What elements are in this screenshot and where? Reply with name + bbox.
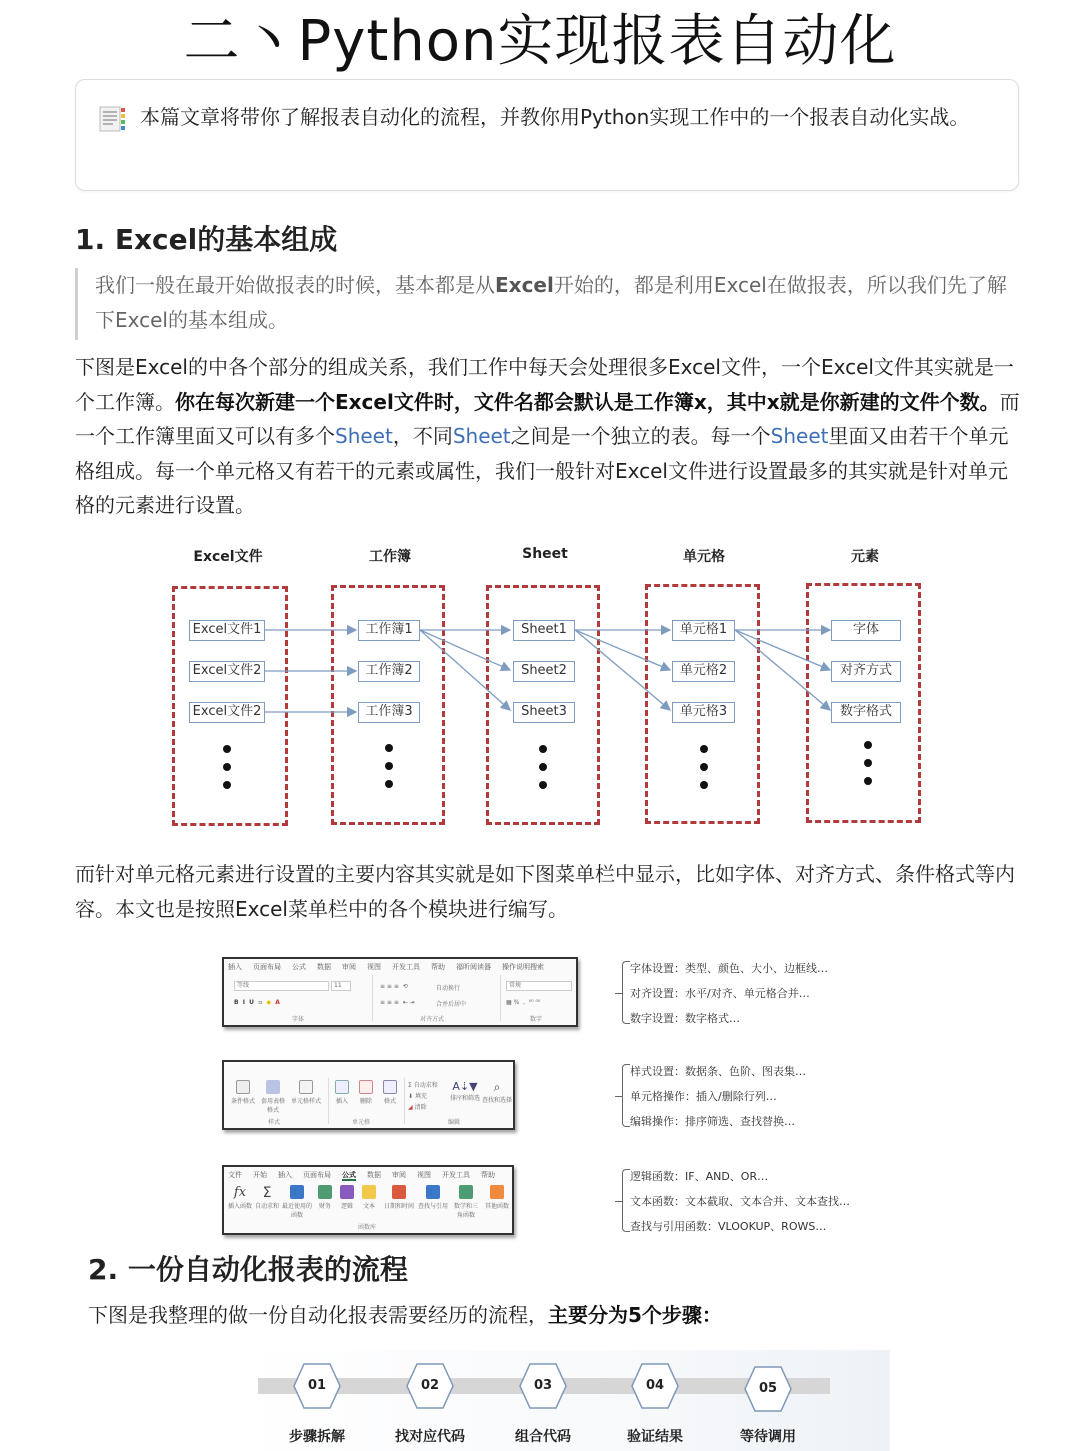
diagram-box: 单元格2 (672, 661, 735, 682)
divider (500, 975, 501, 1021)
logical-button: 逻辑 (338, 1185, 356, 1210)
recent-functions-button: 最近使用的函数 (282, 1185, 312, 1219)
note-item: 样式设置：数据条、色阶、图表集… (630, 1065, 806, 1078)
sort-filter-button: A⇣▼ 排序和筛选 (450, 1080, 481, 1102)
brace-icon (622, 1169, 630, 1232)
find-select-button: ⌕ 查找和选择 (482, 1080, 513, 1104)
intro-callout (75, 79, 1019, 191)
math-trig-button: 数学和三角函数 (452, 1185, 480, 1219)
diagram-box: 单元格1 (672, 620, 735, 641)
more-functions-button: 其他函数 (484, 1185, 510, 1210)
ribbon-tab: 开发工具 (392, 963, 420, 971)
excel-structure-diagram (160, 540, 940, 840)
ribbon-tab: 帮助 (481, 1171, 495, 1179)
fill-button: ⬇ 填充 (408, 1093, 427, 1100)
diagram-box: Sheet1 (513, 620, 575, 641)
ellipsis-dots-icon (700, 745, 710, 799)
ribbon-tab: 开始 (253, 1171, 267, 1179)
diagram-box: 工作簿2 (358, 661, 420, 682)
ribbon-notes-1 (622, 955, 922, 1030)
note-item: 单元格操作：插入/删除行列… (630, 1090, 777, 1103)
format-as-table-button: 套用表格格式 (259, 1080, 287, 1114)
number-format-icons: ▦ % , ⁰⁰ ⁰⁰ (506, 999, 541, 1006)
column-header: Sheet (522, 546, 568, 562)
ribbon-group-label: 函数库 (358, 1224, 377, 1231)
ribbon-tab: 审阅 (342, 963, 356, 971)
number-format-field: 常规 (506, 981, 572, 991)
step-label: 步骤拆解 (289, 1429, 345, 1445)
ribbon-styles-cells-editing (222, 1060, 515, 1130)
paragraph-menu-intro: 而针对单元格元素进行设置的主要内容其实就是如下图菜单栏中显示，比如字体、对齐方式、条件格式等内容。本文也是按照Excel菜单栏中的各个模块进行编写。 (75, 862, 1015, 921)
align-icons: ≡ ≡ ≡ ⇤ ⇥ (380, 999, 415, 1006)
font-size-field: 11 (331, 981, 351, 991)
ribbon-tab: 审阅 (392, 1171, 406, 1179)
step-hexagon (630, 1362, 680, 1410)
blockquote (75, 268, 1025, 340)
divider (372, 975, 373, 1021)
cell-styles-button: 单元格样式 (289, 1080, 323, 1105)
step-number: 01 (307, 1378, 327, 1393)
text: ，不同 (392, 424, 453, 448)
step-label: 等待调用 (740, 1429, 796, 1445)
diagram-box: Excel文件2 (189, 702, 265, 723)
quote-text: 我们一般在最开始做报表的时候，基本都是从 (95, 273, 495, 297)
ellipsis-dots-icon (539, 745, 549, 799)
text: 而一个工作簿里面又可以有多个 (75, 389, 1020, 448)
diagram-box: 工作簿1 (358, 620, 420, 641)
ribbon-tab: 视图 (417, 1171, 431, 1179)
ribbon-tab: 帮助 (431, 963, 445, 971)
ribbon-tab: 操作说明搜索 (502, 963, 544, 971)
ribbon-group-label: 编辑 (448, 1119, 461, 1126)
step-hexagon (518, 1362, 568, 1410)
quote-bold: Excel (495, 273, 554, 297)
ribbon-tab: 插入 (228, 963, 242, 971)
brace-icon (622, 1064, 630, 1127)
diagram-box: 数字格式 (831, 702, 901, 723)
ribbon-tabs (224, 959, 576, 975)
insert-function-button: fx 插入函数 (228, 1185, 253, 1210)
ribbon-tab: 页面布局 (303, 1171, 331, 1179)
note-item: 编辑操作：排序筛选、查找替换… (630, 1115, 795, 1128)
ribbon-group-label: 数字 (530, 1016, 543, 1023)
bold-text: 主要分为5个步骤： (548, 1303, 722, 1327)
font-name-field: 等线 (234, 981, 329, 991)
note-item: 数字设置：数字格式… (630, 1012, 740, 1025)
paragraph-excel-structure (75, 350, 1020, 523)
divider (404, 1078, 405, 1124)
ribbon-notes-2 (622, 1058, 922, 1133)
bold-text: 你在每次新建一个Excel文件时，文件名都会默认是工作簿x，其中x就是你新建的文件个数。 (175, 389, 1000, 414)
ellipsis-dots-icon (223, 745, 233, 799)
clear-button: ◢ 清除 (408, 1104, 427, 1111)
text: 下图是Excel的中各个部分的组成关系，我们工作中每天会处理很多Excel文件，一个Excel文件其实就是一个工作簿。 (75, 355, 1014, 414)
diagram-box: Excel文件1 (189, 620, 265, 641)
text: 下图是我整理的做一份自动化报表需要经历的流程， (88, 1303, 548, 1327)
step-number: 02 (420, 1378, 440, 1393)
note-item: 逻辑函数：IF、AND、OR… (630, 1170, 769, 1183)
column-header: 元素 (851, 549, 879, 565)
ribbon-tab: 开发工具 (442, 1171, 470, 1179)
ribbon-group-label: 对齐方式 (420, 1016, 445, 1023)
diagram-box: 单元格3 (672, 702, 735, 723)
quote-text: 开始的，都是利用Excel在做报表，所以我们先了解下Excel的基本组成。 (95, 273, 1007, 332)
ribbon-tab: 公式 (292, 963, 306, 971)
insert-cells-button: 插入 (332, 1080, 352, 1105)
ellipsis-dots-icon (864, 741, 874, 795)
notepad-icon (98, 104, 128, 134)
note-item: 对齐设置：水平/对齐、单元格合并… (630, 987, 810, 1000)
ribbon-formulas (222, 1165, 514, 1235)
highlight-sheet: Sheet (452, 424, 511, 448)
ribbon-tab: 福昕阅读器 (456, 963, 491, 971)
note-item: 查找与引用函数：VLOOKUP、ROWS… (630, 1220, 827, 1233)
align-icons: ≡ ≡ ≡ ⟲ (380, 983, 408, 990)
step-label: 找对应代码 (395, 1429, 465, 1445)
ribbon-home-font-align-number (222, 957, 578, 1027)
step-hexagon (292, 1362, 342, 1410)
diagram-box: Sheet2 (513, 661, 575, 682)
ribbon-group-label: 样式 (268, 1119, 281, 1126)
process-steps (240, 1350, 890, 1451)
wrap-text-label: 自动换行 (436, 985, 461, 992)
ribbon-tab: 页面布局 (253, 963, 281, 971)
ribbon-notes-3 (622, 1163, 922, 1238)
text: 之间是一个独立的表。每一个 (510, 424, 771, 448)
text-button: 文本 (360, 1185, 378, 1210)
bold-italic-underline-icons: B I U ▫ ◆ A (234, 999, 280, 1006)
page-title: 二丶Python实现报表自动化 (183, 9, 897, 74)
ellipsis-dots-icon (385, 744, 395, 798)
ribbon-tab: 数据 (367, 1171, 381, 1179)
step-number: 05 (758, 1381, 778, 1396)
step-label: 验证结果 (627, 1429, 683, 1445)
column-header: 工作簿 (369, 549, 411, 565)
brace-icon (622, 961, 630, 1024)
step-hexagon (743, 1365, 793, 1413)
autosum-button: Σ 自动求和 (408, 1082, 438, 1089)
step-label: 组合代码 (515, 1429, 571, 1445)
connector-arrows (160, 540, 940, 840)
column-header: Excel文件 (193, 549, 263, 565)
ribbon-tabs (224, 1167, 512, 1183)
note-item: 字体设置：类型、颜色、大小、边框线… (630, 962, 828, 975)
ribbon-tab: 插入 (278, 1171, 292, 1179)
step-hexagon (405, 1362, 455, 1410)
step-number: 04 (645, 1378, 665, 1393)
column-header: 单元格 (683, 549, 725, 565)
ribbon-tab: 文件 (228, 1171, 242, 1179)
diagram-box: 对齐方式 (831, 661, 901, 682)
ribbon-tab: 数据 (317, 963, 331, 971)
intro-text: 本篇文章将带你了解报表自动化的流程，并教你用Python实现工作中的一个报表自动化实战。 (140, 105, 970, 129)
section-heading-report-flow: 2. 一份自动化报表的流程 (88, 1253, 408, 1286)
financial-button: 财务 (316, 1185, 334, 1210)
ribbon-group-label: 字体 (292, 1016, 305, 1023)
date-time-button: 日期和时间 (382, 1185, 416, 1210)
autosum-button: Σ 自动求和 (254, 1185, 279, 1210)
paragraph-flow-intro (88, 1298, 1033, 1333)
diagram-box: Excel文件2 (189, 661, 265, 682)
diagram-box: 字体 (831, 620, 901, 641)
highlight-sheet: Sheet (335, 424, 393, 448)
divider (328, 1078, 329, 1124)
ribbon-tab: 视图 (367, 963, 381, 971)
lookup-reference-button: 查找与引用 (418, 1185, 448, 1210)
diagram-box: 工作簿3 (358, 702, 420, 723)
text: 里面又由若干个单元格组成。每一个单元格又有若干的元素或属性，我们一般针对Excel文件进行设置最多的其实就是针对单元格的元素进行设置。 (75, 424, 1009, 517)
ribbon-tab-active: 公式 (342, 1171, 356, 1179)
merge-center-label: 合并后居中 (436, 1001, 467, 1008)
diagram-box: Sheet3 (513, 702, 575, 723)
note-item: 文本函数：文本截取、文本合并、文本查找… (630, 1195, 850, 1208)
conditional-format-button: 条件格式 (229, 1080, 257, 1105)
step-number: 03 (533, 1378, 553, 1393)
format-cells-button: 格式 (380, 1080, 400, 1105)
ribbon-group-label: 单元格 (352, 1119, 371, 1126)
delete-cells-button: 删除 (356, 1080, 376, 1105)
highlight-sheet: Sheet (770, 424, 829, 448)
section-heading-excel-basics: 1. Excel的基本组成 (75, 223, 338, 256)
